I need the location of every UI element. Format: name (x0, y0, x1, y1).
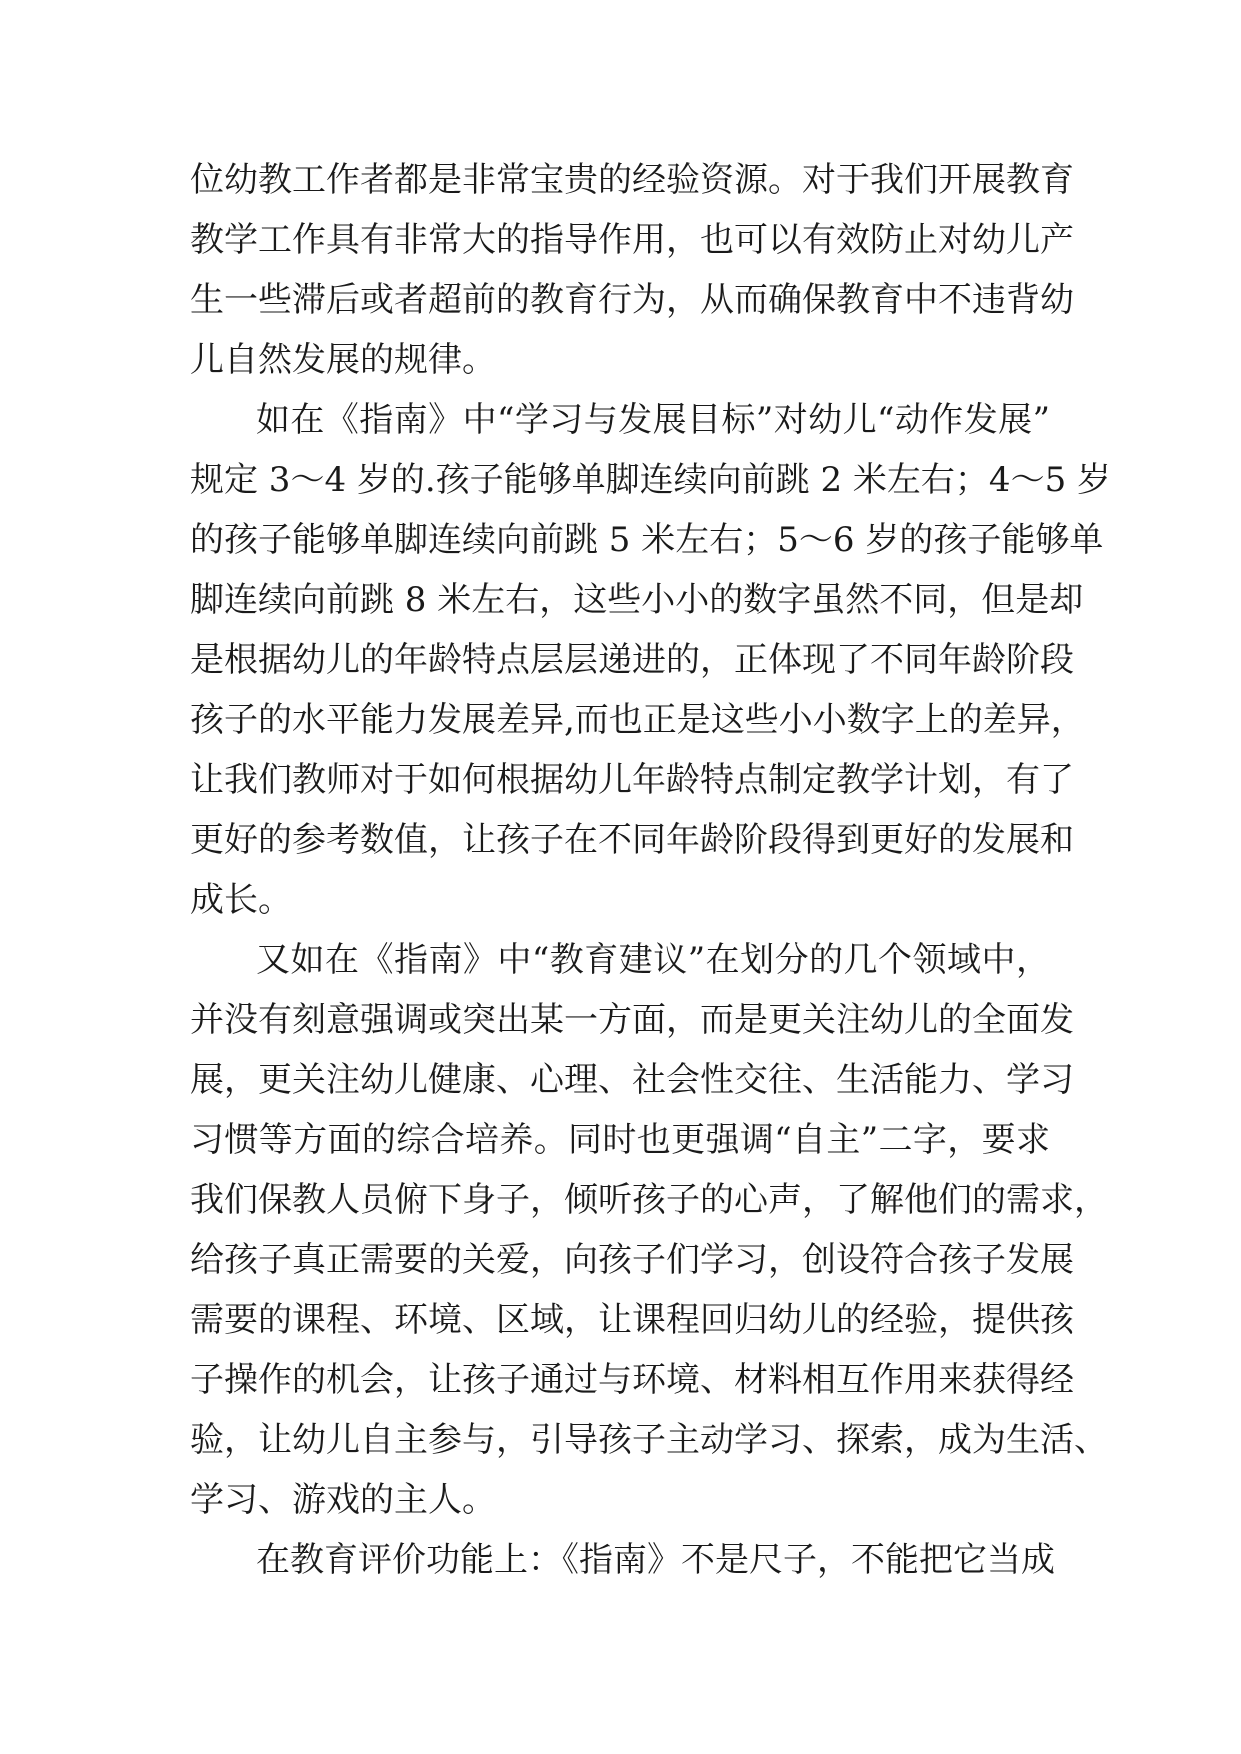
text-line: 学习、游戏的主人。 (190, 1480, 496, 1520)
text-line: 儿自然发展的规律。 (190, 340, 496, 380)
text-line: 成长。 (190, 880, 292, 920)
text-line: 的孩子能够单脚连续向前跳 5 米左右；5～6 岁的孩子能够单 (190, 520, 1104, 560)
text-line: 子操作的机会，让孩子通过与环境、材料相互作用来获得经 (190, 1360, 1074, 1400)
text-line: 展，更关注幼儿健康、心理、社会性交往、生活能力、学习 (190, 1060, 1074, 1100)
text-line: 位幼教工作者都是非常宝贵的经验资源。对于我们开展教育 (190, 160, 1074, 200)
text-line: 我们保教人员俯下身子，倾听孩子的心声，了解他们的需求， (190, 1180, 1108, 1220)
paragraph-first-line: 在教育评价功能上：《指南》不是尺子，不能把它当成 (256, 1540, 1055, 1580)
text-line: 教学工作具有非常大的指导作用，也可以有效防止对幼儿产 (190, 220, 1074, 260)
paragraph-first-line: 如在《指南》中“学习与发展目标”对幼儿“动作发展” (256, 400, 1050, 440)
text-line: 脚连续向前跳 8 米左右，这些小小的数字虽然不同，但是却 (190, 580, 1084, 620)
text-line: 更好的参考数值，让孩子在不同年龄阶段得到更好的发展和 (190, 820, 1074, 860)
text-line: 给孩子真正需要的关爱，向孩子们学习，创设符合孩子发展 (190, 1240, 1074, 1280)
text-line: 并没有刻意强调或突出某一方面，而是更关注幼儿的全面发 (190, 1000, 1074, 1040)
text-line: 生一些滞后或者超前的教育行为，从而确保教育中不违背幼 (190, 280, 1074, 320)
paragraph-first-line: 又如在《指南》中“教育建议”在划分的几个领域中， (256, 940, 1050, 980)
text-line: 规定 3～4 岁的.孩子能够单脚连续向前跳 2 米左右；4～5 岁 (190, 460, 1112, 500)
text-line: 让我们教师对于如何根据幼儿年龄特点制定教学计划，有了 (190, 760, 1074, 800)
text-line: 孩子的水平能力发展差异,而也正是这些小小数字上的差异， (190, 700, 1085, 740)
text-line: 验，让幼儿自主参与，引导孩子主动学习、探索，成为生活、 (190, 1420, 1108, 1460)
text-line: 习惯等方面的综合培养。同时也更强调“自主”二字，要求 (190, 1120, 1050, 1160)
text-line: 是根据幼儿的年龄特点层层递进的，正体现了不同年龄阶段 (190, 640, 1074, 680)
text-line: 需要的课程、环境、区域，让课程回归幼儿的经验，提供孩 (190, 1300, 1074, 1340)
